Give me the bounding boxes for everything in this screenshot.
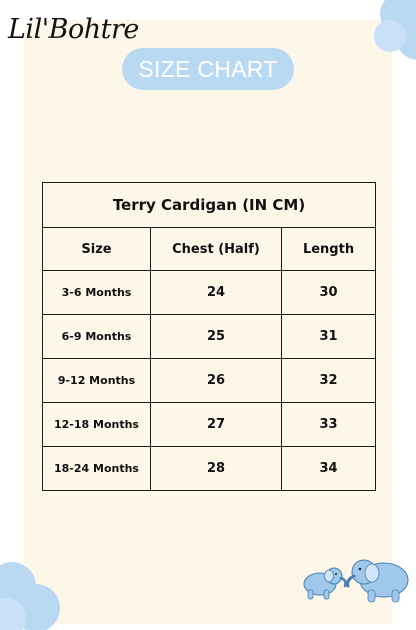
- length-cell: 31: [282, 315, 376, 359]
- table-row: [43, 271, 376, 315]
- length-cell: 32: [282, 359, 376, 403]
- table-row: [43, 315, 376, 359]
- size-cell: 6-9 Months: [43, 315, 151, 359]
- elephant-icon: [296, 548, 414, 608]
- size-cell: 9-12 Months: [43, 359, 151, 403]
- length-cell: 30: [282, 271, 376, 315]
- size-chart-table: [42, 182, 376, 491]
- size-cell: 12-18 Months: [43, 403, 151, 447]
- column-header-size: Size: [43, 228, 151, 271]
- table-row: [43, 359, 376, 403]
- size-cell: 3-6 Months: [43, 271, 151, 315]
- page-title: SIZE CHART: [138, 55, 278, 82]
- length-cell: 33: [282, 403, 376, 447]
- chest-cell: 28: [151, 447, 282, 491]
- chest-cell: 26: [151, 359, 282, 403]
- column-header-chest: Chest (Half): [151, 228, 282, 271]
- chest-cell: 25: [151, 315, 282, 359]
- chest-cell: 27: [151, 403, 282, 447]
- size-cell: 18-24 Months: [43, 447, 151, 491]
- size-chart-heading: [122, 48, 294, 90]
- table-row: [43, 447, 376, 491]
- cloud-icon: [360, 0, 416, 76]
- column-header-length: Length: [282, 228, 376, 271]
- table-row: [43, 403, 376, 447]
- length-cell: 34: [282, 447, 376, 491]
- brand-logo: Lil'Bohtre: [8, 14, 139, 45]
- table-title: Terry Cardigan (IN CM): [43, 183, 376, 228]
- cloud-icon: [0, 538, 68, 630]
- chest-cell: 24: [151, 271, 282, 315]
